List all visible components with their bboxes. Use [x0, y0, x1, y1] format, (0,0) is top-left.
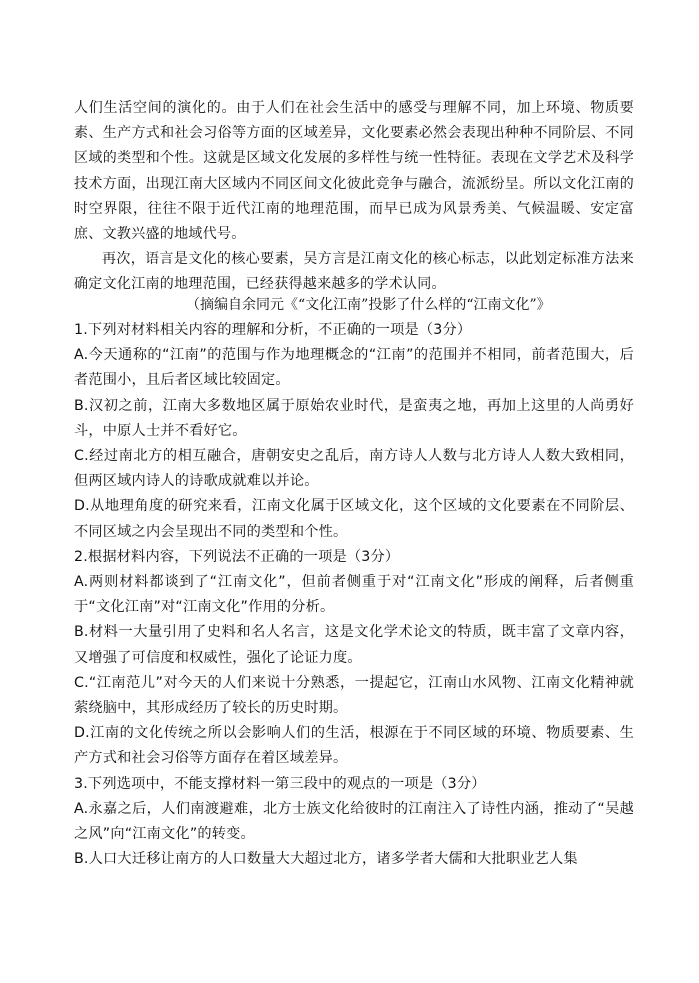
question-stem: 2.根据材料内容，下列说法不正确的一项是（3分） [74, 548, 400, 565]
question-stem: 3.下列选项中，不能支撑材料一第三段中的观点的一项是（3分） [74, 775, 486, 792]
source-citation: （摘编自余同元《“文化江南”投影了什么样的“江南文化”》 [186, 297, 551, 313]
option-text: D.江南的文化传统之所以会影响人们的生活，根源在于不同区域的环境、物质要素、生产方式和社会习俗等方面存在着区域差异。 [74, 725, 634, 767]
passage-paragraph: 再次，语言是文化的核心要素，吴方言是江南文化的核心标志，以此划定标准方法来确定文化江南的地理范围，已经获得越来越多的学术认同。 [74, 251, 634, 293]
option-text: C.经过南北方的相互融合，唐朝安史之乱后，南方诗人人数与北方诗人人数大致相同，但两区域内诗人的诗歌成就难以并论。 [74, 448, 634, 490]
option-text: B.材料一大量引用了史料和名人名言，这是文化学术论文的特质，既丰富了文章内容，又增强了可信度和权威性，强化了论证力度。 [74, 624, 634, 666]
question-list [74, 318, 634, 872]
option-text: B.人口大迁移让南方的人口数量大大超过北方，诸多学者大儒和大批职业艺人集 [74, 851, 578, 868]
option-text: A.两则材料都谈到了“江南文化”，但前者侧重于对“江南文化”形成的阐释，后者侧重于“文化江南”对“江南文化”作用的分析。 [74, 574, 634, 616]
reading-passage [74, 96, 634, 298]
question-stem: 1.下列对材料相关内容的理解和分析，不正确的一项是（3分） [74, 322, 472, 338]
option-text: A.今天通称的“江南”的范围与作为地理概念的“江南”的范围并不相同，前者范围大，后者范围小，且后者区域比较固定。 [74, 347, 634, 389]
passage-paragraph: 人们生活空间的演化的。由于人们在社会生活中的感受与理解不同，加上环境、物质要素、生产方式和社会习俗等方面的区域差异，文化要素必然会表现出种种不同阶层、不同区域的类型和个性。这就是区域文化发展的多样性与统一性特征。表现在文学艺术及科学技术方面，出现江南大区域内不同区间文化彼此竞争与融合，流派纷呈。所以文化江南的时空界限，往往不限于近代江南的地理范围，而早已成为风景秀美、气候温暖、安定富庶、文教兴盛的地域代号。 [74, 100, 634, 243]
option-text: B.汉初之前，江南大多数地区属于原始农业时代，是蛮夷之地，再加上这里的人尚勇好斗，中原人士并不看好它。 [74, 397, 634, 439]
option-text: A.永嘉之后，人们南渡避难，北方士族文化给彼时的江南注入了诗性内涵，推动了“吴越之风”向“江南文化”的转变。 [74, 800, 634, 843]
option-text: C.“江南范儿”对今天的人们来说十分熟悉，一提起它，江南山水风物、江南文化精神就萦绕脑中，其形成经历了较长的历史时期。 [74, 674, 634, 717]
option-text: D.从地理角度的研究来看，江南文化属于区域文化，这个区域的文化要素在不同阶层、不同区域之内会呈现出不同的类型和个性。 [74, 498, 634, 540]
